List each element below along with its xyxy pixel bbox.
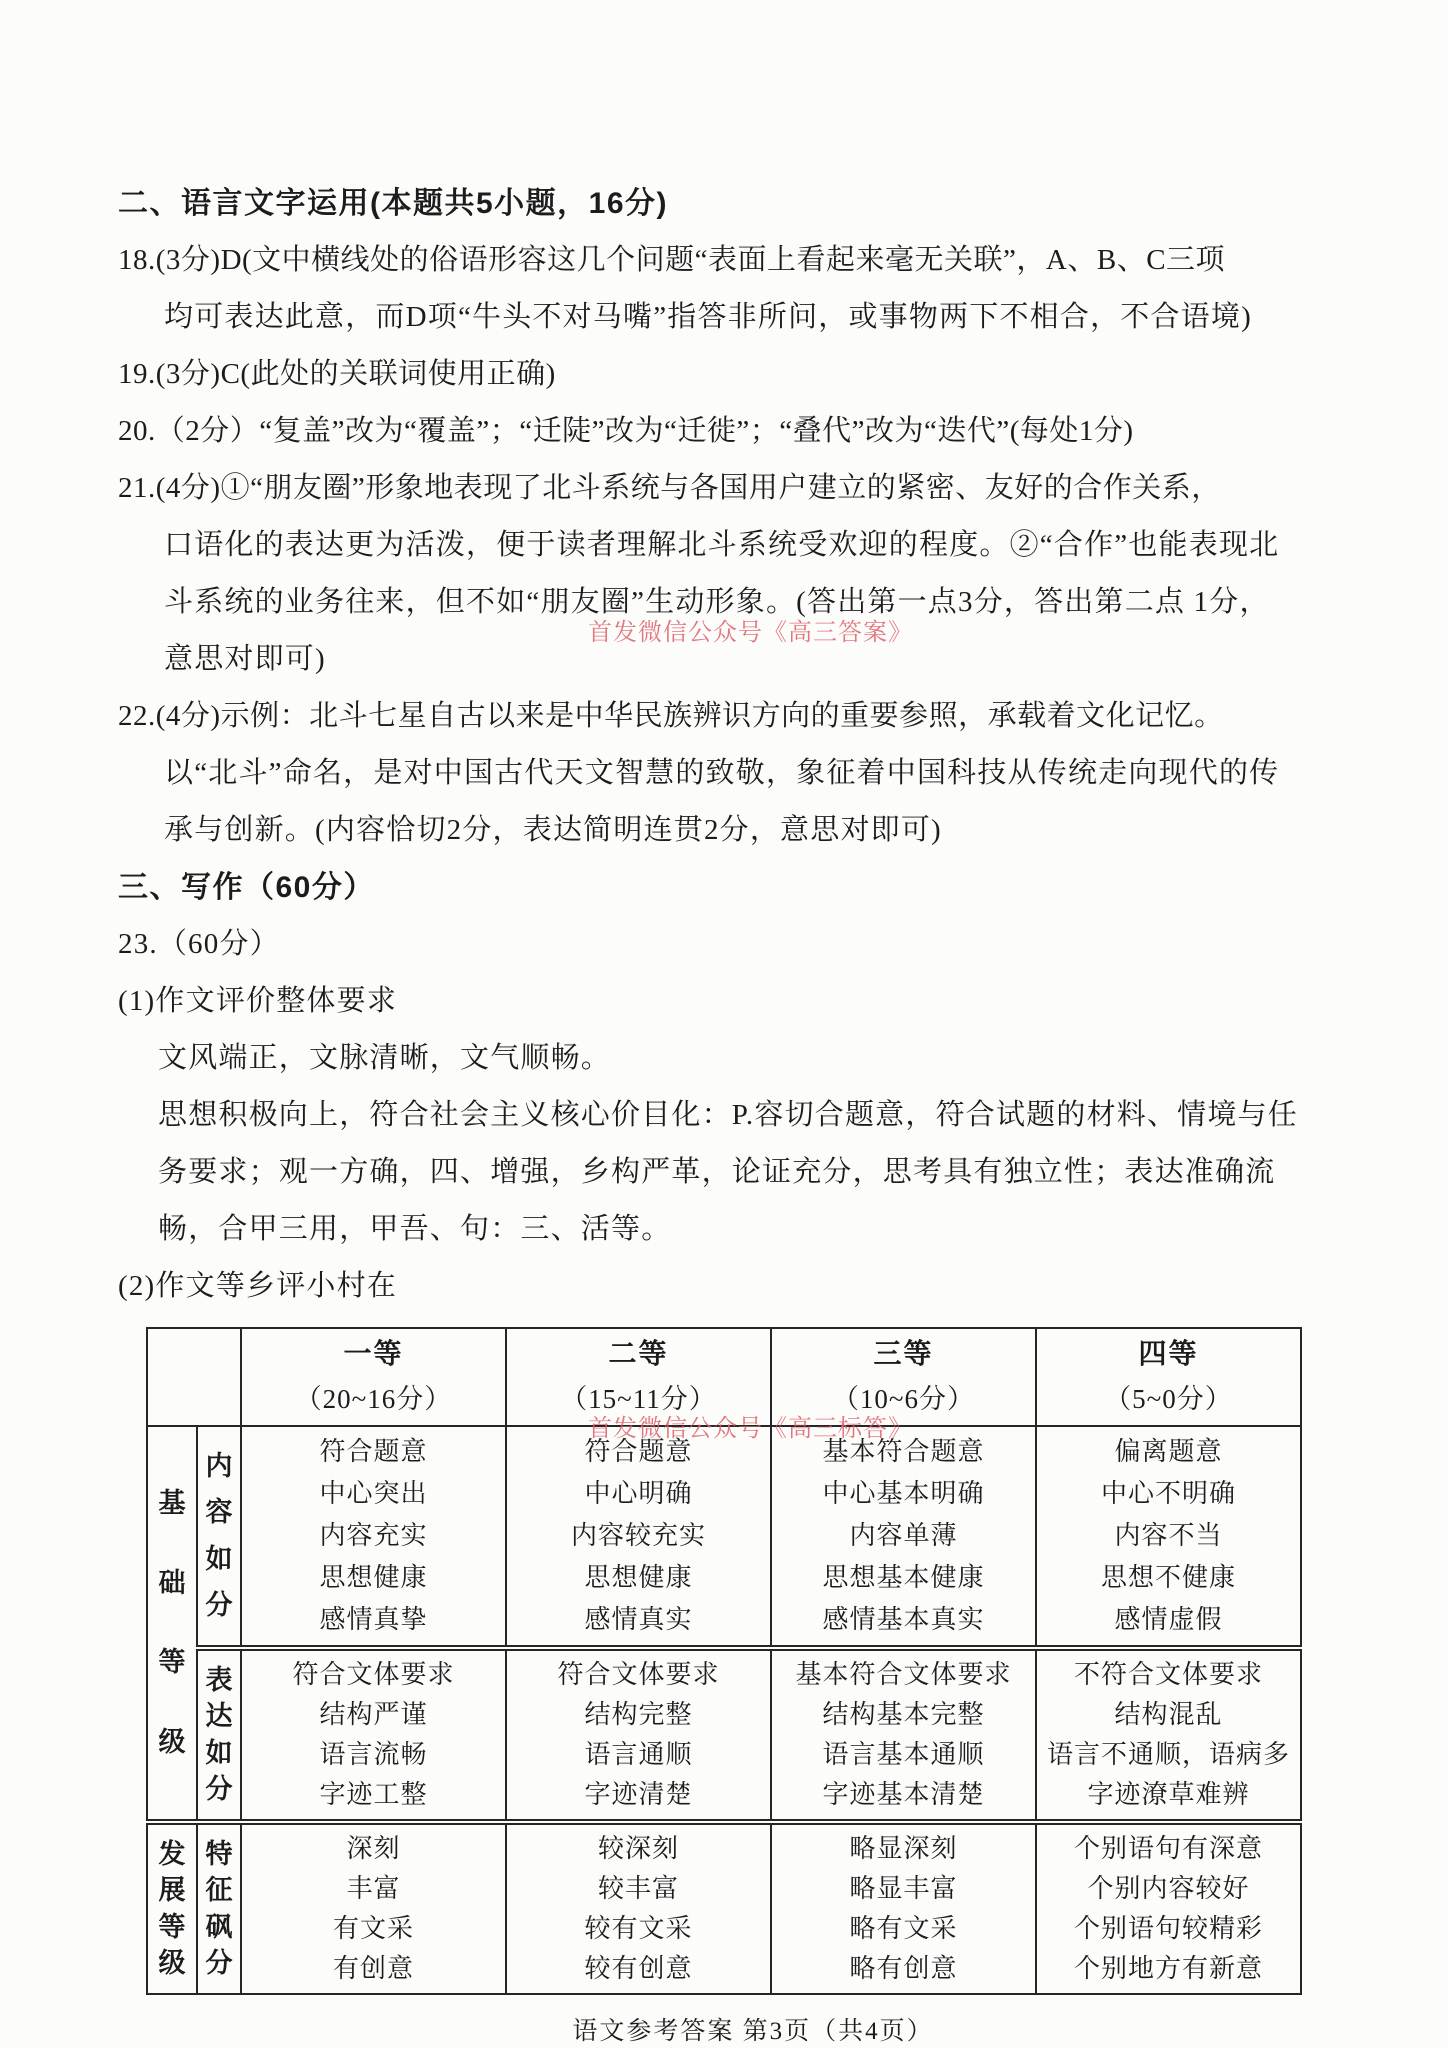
grade-range: （20~16分） <box>294 1384 453 1414</box>
criteria-line: 符合题意 <box>319 1437 428 1466</box>
criteria-cell <box>241 1822 506 1994</box>
vertical-char: 等 <box>158 1911 186 1942</box>
criteria-line: 较深刻 <box>597 1834 679 1863</box>
answer-line: 均可表达此意，而D项“牛头不对马嘴”指答非所问，或事物两下不相合，不合语境) <box>164 301 1252 333</box>
criteria-line: 内容不当 <box>1114 1521 1223 1550</box>
vertical-char: 征 <box>205 1875 233 1906</box>
section3-heading: 三、写作（60分） <box>118 871 375 904</box>
criteria-cell <box>771 1426 1036 1648</box>
section2-heading: 二、语言文字运用(本题共5小题，16分) <box>118 187 669 220</box>
vertical-char: 如 <box>205 1543 233 1574</box>
criteria-line: 字迹清楚 <box>584 1780 693 1809</box>
criteria-line: 个别语句有深意 <box>1073 1834 1263 1863</box>
vertical-char: 内 <box>205 1450 233 1481</box>
criteria-line: 字迹基本清楚 <box>822 1780 985 1809</box>
answer-line: 19.(3分)C(此处的关联词使用正确) <box>118 358 556 390</box>
criteria-cell <box>241 1648 506 1822</box>
vertical-char: 级 <box>158 1726 186 1757</box>
criteria-line: 字迹潦草难辨 <box>1087 1780 1250 1809</box>
answer-line: 以“北斗”命名，是对中国古代天文智慧的致敬，象征着中国科技从传统走向现代的传 <box>164 757 1280 789</box>
criteria-line: 思想不健康 <box>1100 1563 1236 1592</box>
criteria-line: 略显丰富 <box>849 1874 958 1903</box>
vertical-text <box>198 1658 240 1813</box>
criteria-line: 较有文采 <box>584 1914 693 1943</box>
item23-line: 23.（60分） <box>118 928 280 960</box>
criteria-line: 偏离题意 <box>1114 1437 1223 1466</box>
grade-label: 三等 <box>873 1339 934 1370</box>
row-label <box>197 1822 241 1994</box>
vertical-text <box>198 1434 240 1639</box>
requirement-line: 务要求；观一方确，四、增强，乡构严革，论证充分，思考具有独立性；表达准确流 <box>158 1156 1276 1188</box>
criteria-line: 内容单薄 <box>849 1521 958 1550</box>
criteria-line: 字迹工整 <box>319 1780 428 1809</box>
answer-line: 18.(3分)D(文中横线处的俗语形容这几个问题“表面上看起来毫无关联”，A、B、C三项 <box>118 244 1226 276</box>
criteria-line: 符合题意 <box>584 1437 693 1466</box>
criteria-line: 较有创意 <box>584 1954 693 1983</box>
criteria-line: 思想基本健康 <box>822 1563 985 1592</box>
criteria-line: 语言通顺 <box>584 1740 693 1769</box>
table-row <box>147 1426 1301 1648</box>
criteria-line: 语言流畅 <box>319 1740 428 1769</box>
grade-label: 二等 <box>608 1339 669 1370</box>
criteria-line: 结构严谨 <box>319 1700 428 1729</box>
row-group-label <box>147 1822 197 1994</box>
criteria-line: 结构混乱 <box>1114 1700 1223 1729</box>
watermark-2: 首发微信公众号《高三标答》 <box>588 1416 913 1442</box>
criteria-cell <box>771 1822 1036 1994</box>
page-footer: 语文参考答案 第3页（共4页） <box>572 2018 934 2045</box>
criteria-line: 丰富 <box>346 1874 401 1903</box>
part2-label: (2)作文等乡评小村在 <box>118 1270 398 1302</box>
vertical-char: 砜 <box>205 1911 233 1942</box>
row-label <box>197 1648 241 1822</box>
vertical-char: 容 <box>205 1497 233 1528</box>
vertical-char: 级 <box>158 1948 186 1979</box>
criteria-line: 符合文体要求 <box>292 1660 455 1689</box>
answer-line: 斗系统的业务往来，但不如“朋友圈”生动形象。(答出第一点3分，答出第二点 1分， <box>164 586 1270 618</box>
criteria-line: 感情真实 <box>584 1605 693 1634</box>
criteria-cell <box>241 1426 506 1648</box>
criteria-line: 中心明确 <box>584 1479 693 1508</box>
criteria-line: 较丰富 <box>597 1874 679 1903</box>
criteria-line: 略显深刻 <box>849 1834 958 1863</box>
criteria-line: 中心基本明确 <box>822 1479 985 1508</box>
criteria-cell <box>506 1648 771 1822</box>
criteria-line: 有文采 <box>332 1914 414 1943</box>
vertical-char: 础 <box>158 1567 186 1598</box>
answer-line: 意思对即可) <box>164 643 326 675</box>
criteria-line: 思想健康 <box>584 1563 693 1592</box>
watermark-1: 首发微信公众号《高三答案》 <box>588 620 913 646</box>
criteria-line: 语言基本通顺 <box>822 1740 985 1769</box>
criteria-line: 内容充实 <box>319 1521 428 1550</box>
criteria-line: 感情基本真实 <box>822 1605 985 1634</box>
vertical-char: 基 <box>158 1488 186 1519</box>
criteria-cell <box>1036 1426 1301 1648</box>
criteria-line: 不符合文体要求 <box>1073 1660 1263 1689</box>
table-row <box>147 1822 1301 1994</box>
answer-line: 20.（2分）“复盖”改为“覆盖”；“迁陡”改为“迁徙”；“叠代”改为“迭代”(每处1分) <box>118 415 1134 447</box>
part1-label: (1)作文评价整体要求 <box>118 985 398 1017</box>
grade-header-cell <box>241 1328 506 1426</box>
criteria-line: 中心不明确 <box>1100 1479 1236 1508</box>
grade-header-cell <box>1036 1328 1301 1426</box>
criteria-line: 略有文采 <box>849 1914 958 1943</box>
criteria-line: 符合文体要求 <box>557 1660 720 1689</box>
grade-range: （10~6分） <box>831 1384 976 1414</box>
vertical-text <box>148 1832 196 1987</box>
vertical-char: 发 <box>158 1838 186 1869</box>
criteria-line: 个别语句较精彩 <box>1073 1914 1263 1943</box>
requirement-line: 文风端正，文脉清晰，文气顺畅。 <box>158 1042 612 1074</box>
row-group-label <box>147 1426 197 1822</box>
row-label <box>197 1426 241 1648</box>
table-row <box>147 1648 1301 1822</box>
criteria-cell <box>506 1426 771 1648</box>
criteria-line: 内容较充实 <box>570 1521 706 1550</box>
criteria-line: 思想健康 <box>319 1563 428 1592</box>
criteria-line: 结构完整 <box>584 1700 693 1729</box>
answer-line: 22.(4分)示例：北斗七星自古以来是中华民族辨识方向的重要参照，承载着文化记忆。 <box>118 700 1224 732</box>
vertical-text <box>148 1438 196 1808</box>
answer-line: 21.(4分)①“朋友圈”形象地表现了北斗系统与各国用户建立的紧密、友好的合作关系， <box>118 472 1221 504</box>
grade-range: （5~0分） <box>1104 1384 1233 1414</box>
section2-answers <box>118 232 1388 859</box>
answer-line: 口语化的表达更为活泼，便于读者理解北斗系统受欢迎的程度。②“合作”也能表现北 <box>164 529 1280 561</box>
requirement-line: 思想积极向上，符合社会主义核心价目化：P.容切合题意，符合试题的材料、情境与任 <box>158 1099 1298 1131</box>
criteria-cell <box>1036 1648 1301 1822</box>
criteria-line: 有创意 <box>332 1954 414 1983</box>
criteria-line: 感情真挚 <box>319 1605 428 1634</box>
criteria-cell <box>1036 1822 1301 1994</box>
grade-label: 四等 <box>1138 1339 1199 1370</box>
vertical-char: 分 <box>205 1948 233 1979</box>
part1-body <box>118 1030 1388 1258</box>
criteria-line: 个别地方有新意 <box>1073 1954 1263 1983</box>
criteria-line: 略有创意 <box>849 1954 958 1983</box>
requirement-line: 畅，合甲三用，甲吾、句：三、活等。 <box>158 1213 672 1245</box>
criteria-line: 深刻 <box>346 1834 401 1863</box>
criteria-line: 感情虚假 <box>1114 1605 1223 1634</box>
grade-label: 一等 <box>343 1339 404 1370</box>
vertical-char: 如 <box>205 1737 233 1768</box>
criteria-cell <box>506 1822 771 1994</box>
vertical-char: 分 <box>205 1590 233 1621</box>
vertical-char: 达 <box>205 1701 233 1732</box>
vertical-text <box>198 1832 240 1987</box>
criteria-line: 中心突出 <box>319 1479 428 1508</box>
criteria-line: 个别内容较好 <box>1087 1874 1250 1903</box>
vertical-char: 分 <box>205 1774 233 1805</box>
vertical-char: 特 <box>205 1838 233 1869</box>
grade-range: （15~11分） <box>560 1384 717 1414</box>
criteria-line: 基本符合题意 <box>822 1437 985 1466</box>
answer-line: 承与创新。(内容恰切2分，表达简明连贯2分，意思对即可) <box>164 814 942 846</box>
vertical-char: 展 <box>158 1875 186 1906</box>
criteria-cell <box>771 1648 1036 1822</box>
criteria-line: 结构基本完整 <box>822 1700 985 1729</box>
vertical-char: 表 <box>205 1664 233 1695</box>
vertical-char: 等 <box>158 1647 186 1678</box>
table-corner-cell <box>147 1328 241 1426</box>
criteria-line: 基本符合文体要求 <box>795 1660 1012 1689</box>
criteria-line: 语言不通顺，语病多 <box>1046 1740 1290 1769</box>
